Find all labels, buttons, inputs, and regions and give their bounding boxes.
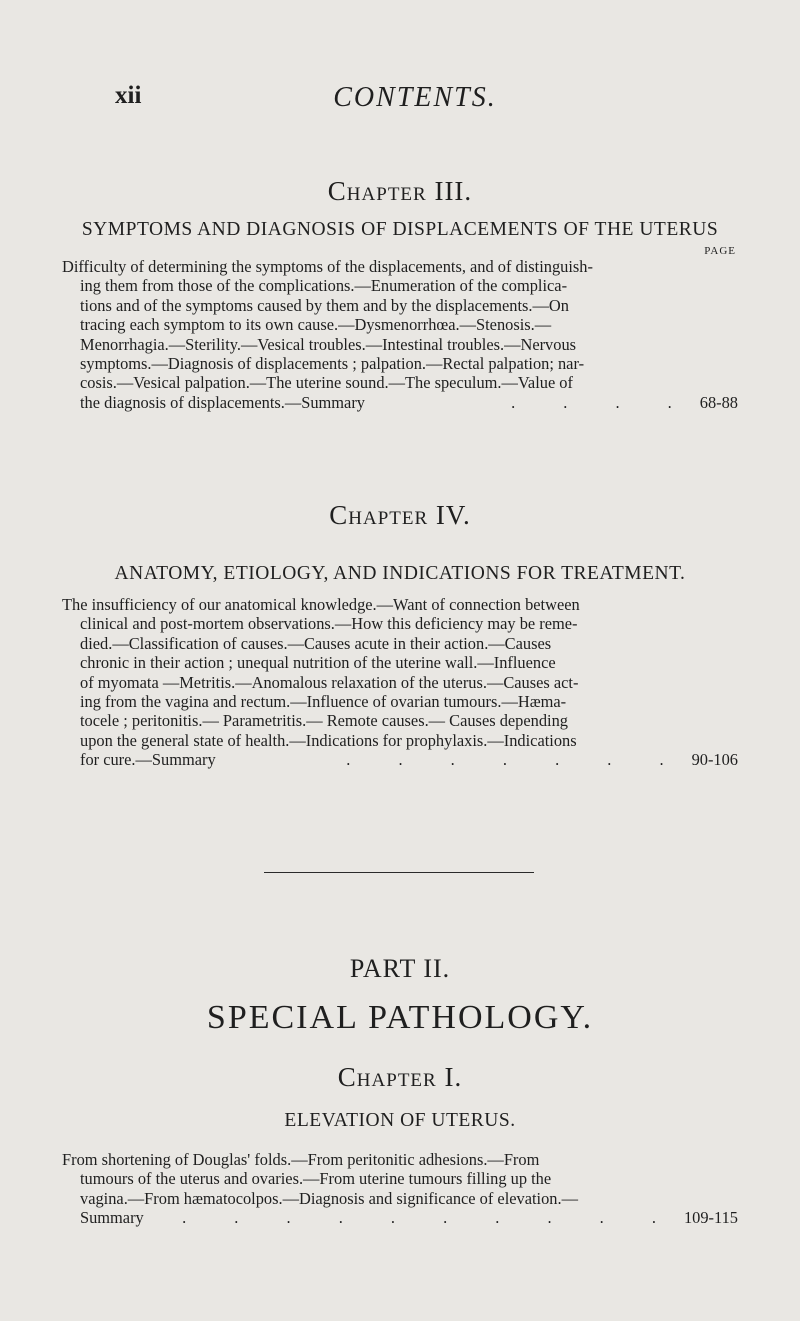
running-title: CONTENTS. <box>333 82 497 113</box>
page-folio: xii <box>115 82 142 109</box>
entry-line: tracing each symptom to its own cause.—Dysmenorrhœa.—Stenosis.— <box>80 315 552 335</box>
entry-line: Summary <box>80 1208 144 1228</box>
running-head <box>115 82 715 122</box>
entry-line: cosis.—Vesical palpation.—The uterine sound.—The speculum.—Value of <box>80 373 573 393</box>
entry-line: ing from the vagina and rectum.—Influence of ovarian tumours.—Hæma- <box>80 692 567 712</box>
chapter-4-title: ANATOMY, ETIOLOGY, AND INDICATIONS FOR TREATMENT. <box>114 563 686 584</box>
chapter-1-title: ELEVATION OF UTERUS. <box>284 1110 516 1131</box>
entry-line: chronic in their action ; unequal nutrition of the uterine wall.—Influence <box>80 653 556 673</box>
part-label: PART II. <box>349 954 451 983</box>
entry-line: of myomata —Metritis.—Anomalous relaxation of the uterus.—Causes act- <box>80 672 579 692</box>
page-range: 109-115 <box>683 1208 738 1228</box>
entry-line: tumours of the uterus and ovaries.—From uterine tumours filling up the <box>80 1169 552 1189</box>
entry-line: Menorrhagia.—Sterility.—Vesical troubles.—Intestinal troubles.—Nervous <box>80 334 577 354</box>
entry-line: symptoms.—Diagnosis of displacements ; palpation.—Rectal palpation; nar- <box>80 354 585 374</box>
entry-line: died.—Classification of causes.—Causes acute in their action.—Causes <box>80 633 552 653</box>
entry-line: tions and of the symptoms caused by them and by the displacements.—On <box>80 295 569 315</box>
entry-line: clinical and post-mortem observations.—How this deficiency may be reme- <box>80 614 578 634</box>
dot-leader: . . . . . . . . . . <box>182 1208 678 1228</box>
entry-last-line <box>62 393 738 412</box>
entry-line: upon the general state of health.—Indications for prophylaxis.—Indications <box>80 730 577 750</box>
entry-line: Difficulty of determining the symptoms of the displacements, and of distinguish- <box>62 257 593 276</box>
entry-line: ing them from those of the complications.—Enumeration of the complica- <box>80 276 568 296</box>
chapter-1-heading: Chapter I. <box>337 1062 463 1092</box>
entry-line: From shortening of Douglas' folds.—From peritonitic adhesions.—From <box>62 1150 540 1169</box>
dot-leader: . . . . . . . <box>346 750 686 770</box>
page-range: 68-88 <box>699 392 738 412</box>
entry-line: tocele ; peritonitis.— Parametritis.— Remote causes.— Causes depending <box>80 711 568 731</box>
part-title: SPECIAL PATHOLOGY. <box>206 999 594 1036</box>
entry-line: for cure.—Summary <box>80 750 216 770</box>
dot-leader: . . . . <box>511 392 694 412</box>
chapter-3-heading: Chapter III. <box>327 176 473 206</box>
page-column-label: PAGE <box>704 245 736 257</box>
entry-line: vagina.—From hæmatocolpos.—Diagnosis and significance of elevation.— <box>80 1188 578 1208</box>
entry-last-line <box>62 750 738 769</box>
entry-last-line <box>62 1208 738 1227</box>
chapter-3-title: SYMPTOMS AND DIAGNOSIS OF DISPLACEMENTS OF THE UTERUS <box>81 219 719 240</box>
chapter-4-entry <box>62 595 738 770</box>
chapter-3-entry <box>62 257 738 412</box>
page-range: 90-106 <box>691 750 738 770</box>
chapter-1-entry <box>62 1150 738 1228</box>
section-divider <box>264 872 534 873</box>
chapter-4-heading: Chapter IV. <box>329 500 471 530</box>
entry-line: The insufficiency of our anatomical knowledge.—Want of connection between <box>62 595 580 614</box>
entry-line: the diagnosis of displacements.—Summary <box>80 392 365 412</box>
